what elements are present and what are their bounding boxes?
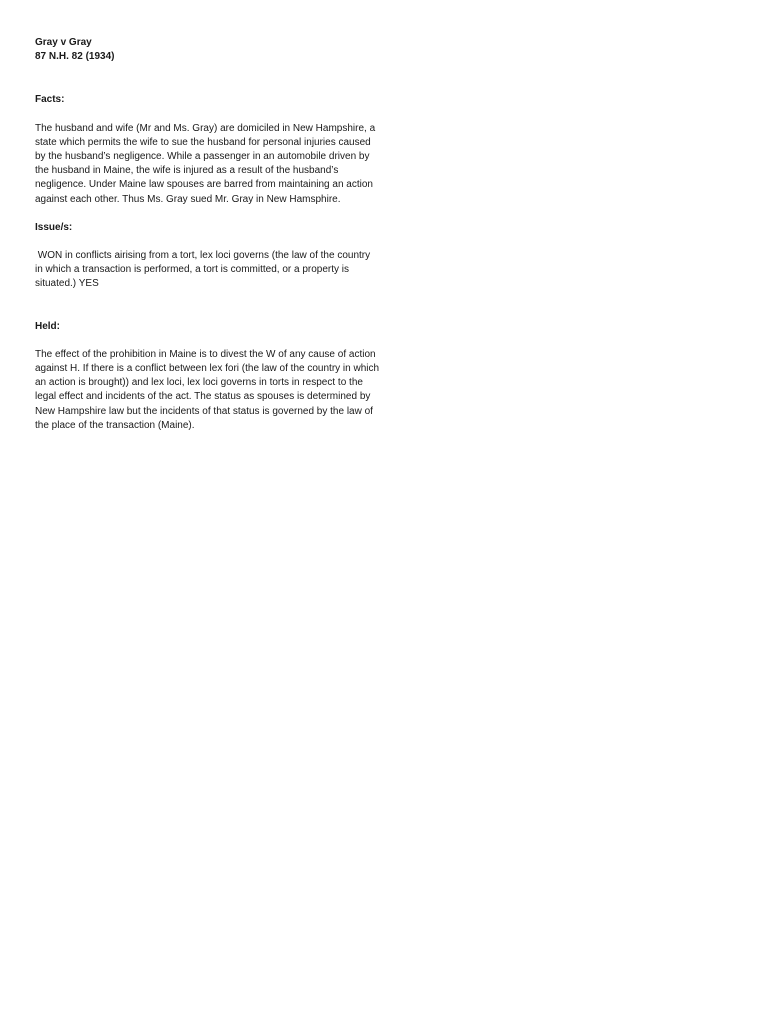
facts-paragraph: The husband and wife (Mr and Ms. Gray) are domiciled in New Hampshire, a state which permits the wife to sue the husband for personal injuries caused by the husband’s negligence. While a passenger in an automobile driven by the husband in Maine, the wife is injured as a result of the husband’s negligence. Under Maine law spouses are barred from maintaining an action against each other. Thus Ms. Gray sued Mr. Gray in New Hamsphire. (35, 122, 376, 205)
spacer (35, 64, 380, 93)
spacer (35, 108, 380, 122)
spacer (35, 292, 380, 320)
issue-heading: Issue/s: (35, 221, 73, 233)
spacer (35, 235, 380, 249)
facts-heading: Facts: (35, 94, 65, 106)
spacer (35, 207, 380, 221)
spacer (35, 334, 380, 348)
document-page (35, 36, 380, 433)
held-paragraph: The effect of the prohibition in Maine is to divest the W of any cause of action against H. If there is a conflict between lex fori (the law of the country in which an action is brought)) and lex loci, lex loci governs in torts in respect to the legal effect and incidents of the act. The status as spouses is determined by New Hampshire law but the incidents of that status is governed by the law of the place of the transaction (Maine). (35, 348, 380, 431)
case-title: Gray v Gray (35, 37, 92, 48)
case-citation: 87 N.H. 82 (1934) (35, 51, 115, 63)
held-heading: Held: (35, 320, 60, 332)
issue-paragraph: WON in conflicts airising from a tort, lex loci governs (the law of the country in which a transaction is performed, a tort is committed, or a property is situated.) YES (35, 250, 373, 290)
